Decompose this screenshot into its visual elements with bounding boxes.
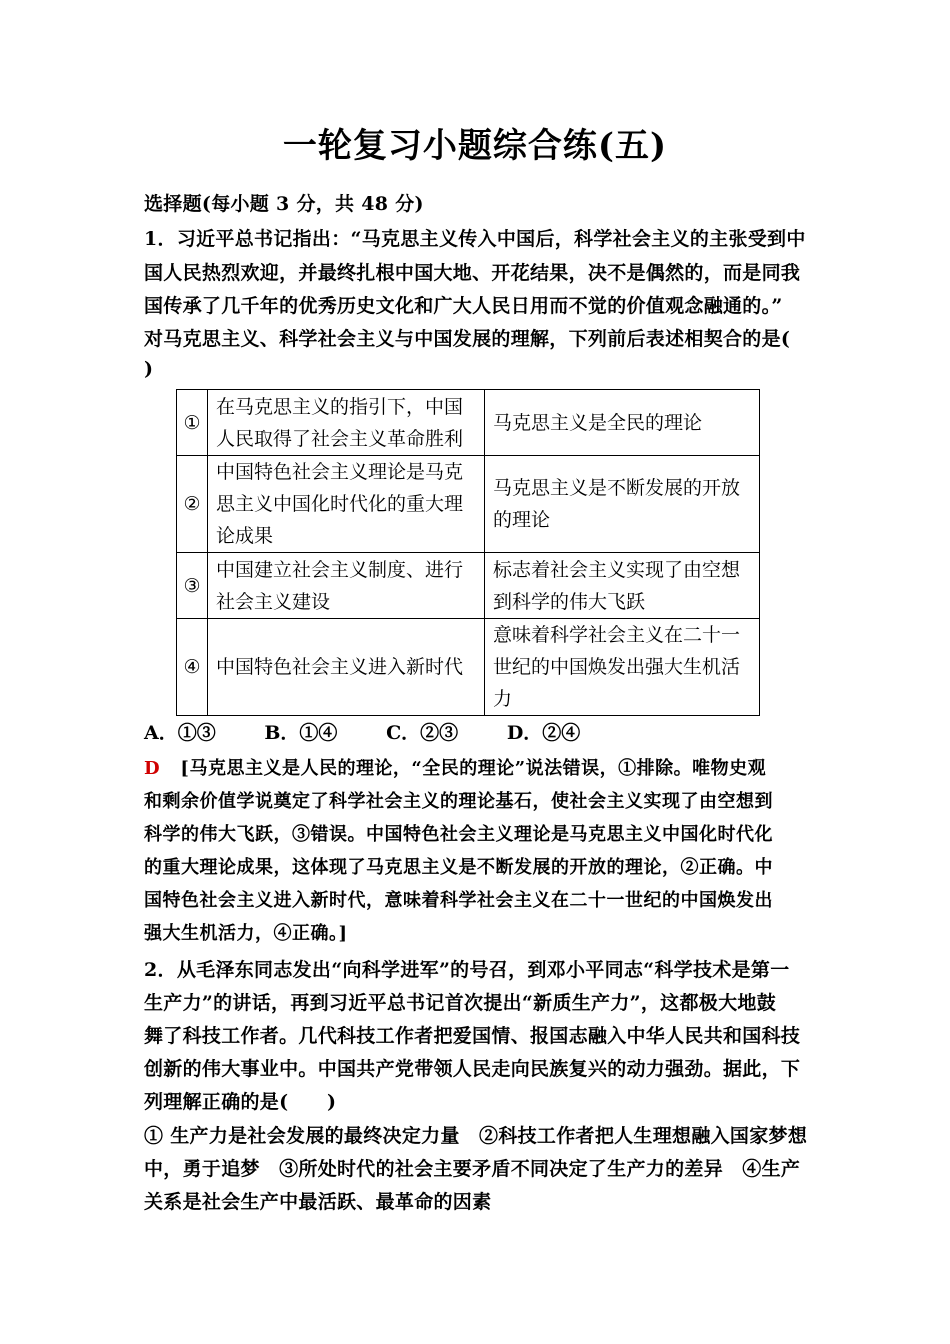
option-d: D．②④ bbox=[506, 722, 581, 744]
cell-line: 的理论 bbox=[493, 509, 551, 531]
q2-line: 生产力”的讲话，再到习近平总书记首次提出“新质生产力”，这都极大地鼓 bbox=[144, 992, 776, 1014]
q1-table bbox=[176, 389, 760, 716]
table-row bbox=[177, 619, 760, 716]
q2-choice-line: 关系是社会生产中最活跃、最革命的因素 bbox=[144, 1191, 492, 1213]
q2-line: 列理解正确的是( ) bbox=[144, 1091, 337, 1113]
cell-line: 社会主义建设 bbox=[216, 590, 331, 613]
q1-explanation-line: 和剩余价值学说奠定了科学社会主义的理论基石，使社会主义实现了由空想到 bbox=[144, 791, 773, 812]
q2-line: 舞了科技工作者。几代科技工作者把爱国情、报国志融入中华人民共和国科技 bbox=[144, 1025, 801, 1047]
q1-options bbox=[144, 718, 622, 745]
row-number: ③ bbox=[177, 553, 208, 619]
cell-line: 思主义中国化时代化的重大理 bbox=[216, 493, 464, 515]
table-row bbox=[177, 456, 760, 553]
q2-line: 创新的伟大事业中。中国共产党带领人民走向民族复兴的动力强劲。据此，下 bbox=[144, 1058, 801, 1080]
cell-line: 在马克思主义的指引下，中国 bbox=[216, 395, 464, 418]
cell-line: 马克思主义是全民的理论 bbox=[493, 411, 703, 434]
option-b: B．①④ bbox=[264, 722, 338, 744]
q1-explanation-line: 科学的伟大飞跃，③错误。中国特色社会主义理论是马克思主义中国化时代化 bbox=[144, 824, 773, 845]
q2-choice-line: 中，勇于追梦 ③所处时代的社会主要矛盾不同决定了生产力的差异 ④生产 bbox=[144, 1158, 801, 1180]
cell-line: 人民取得了社会主义革命胜利 bbox=[216, 427, 464, 450]
q1-line: 1．习近平总书记指出：“马克思主义传入中国后，科学社会主义的主张受到中 bbox=[144, 228, 806, 250]
table-cell-left bbox=[208, 619, 485, 716]
page-title: 一轮复习小题综合练(五) bbox=[282, 126, 668, 166]
table-row bbox=[177, 390, 760, 456]
section-heading: 选择题(每小题 3 分，共 48 分) bbox=[144, 193, 424, 215]
q2-choice-line: ① 生产力是社会发展的最终决定力量 ②科技工作者把人生理想融入国家梦想 bbox=[144, 1125, 808, 1147]
cell-line: 马克思主义是不断发展的开放 bbox=[493, 477, 741, 499]
q1-explanation-line: 国特色社会主义进入新时代，意味着科学社会主义在二十一世纪的中国焕发出 bbox=[144, 890, 773, 911]
cell-line: 中国建立社会主义制度、进行 bbox=[216, 558, 464, 581]
table-cell-right bbox=[485, 553, 760, 619]
q1-line: 国传承了几千年的优秀历史文化和广大人民日用而不觉的价值观念融通的。” bbox=[144, 295, 783, 317]
cell-line: 力 bbox=[493, 688, 513, 710]
table-cell-right bbox=[485, 619, 760, 716]
cell-line: 到科学的伟大飞跃 bbox=[493, 590, 646, 613]
cell-line: 论成果 bbox=[216, 525, 274, 547]
q1-explanation-line bbox=[144, 754, 808, 780]
cell-line: 中国特色社会主义理论是马克 bbox=[216, 461, 464, 483]
table-cell-left bbox=[208, 553, 485, 619]
q1-line: 对马克思主义、科学社会主义与中国发展的理解，下列前后表述相契合的是( bbox=[144, 328, 791, 350]
explanation-text: [马克思主义是人民的理论，“全民的理论”说法错误，①排除。唯物史观 bbox=[180, 758, 767, 779]
q1-line: ) bbox=[144, 358, 154, 380]
q1-explanation-line: 的重大理论成果，这体现了马克思主义是不断发展的开放的理论，②正确。中 bbox=[144, 857, 773, 878]
row-number: ④ bbox=[177, 619, 208, 716]
cell-line: 标志着社会主义实现了由空想 bbox=[493, 558, 741, 581]
q1-explanation-line: 强大生机活力，④正确。] bbox=[144, 923, 348, 944]
cell-line: 中国特色社会主义进入新时代 bbox=[216, 656, 464, 678]
cell-line: 世纪的中国焕发出强大生机活 bbox=[493, 656, 741, 678]
q2-line: 2．从毛泽东同志发出“向科学进军”的号召，到邓小平同志“科学技术是第一 bbox=[144, 959, 790, 981]
answer-letter: D bbox=[144, 758, 161, 779]
table-cell-right bbox=[485, 456, 760, 553]
row-number: ② bbox=[177, 456, 208, 553]
cell-line: 意味着科学社会主义在二十一 bbox=[493, 624, 741, 646]
option-a: A．①③ bbox=[144, 722, 216, 744]
row-number: ① bbox=[177, 390, 208, 456]
table-cell-right bbox=[485, 390, 760, 456]
table-cell-left bbox=[208, 390, 485, 456]
table-row bbox=[177, 553, 760, 619]
table-cell-left bbox=[208, 456, 485, 553]
option-c: C．②③ bbox=[386, 722, 459, 744]
q1-line: 国人民热烈欢迎，并最终扎根中国大地、开花结果，决不是偶然的，而是同我 bbox=[144, 262, 801, 284]
